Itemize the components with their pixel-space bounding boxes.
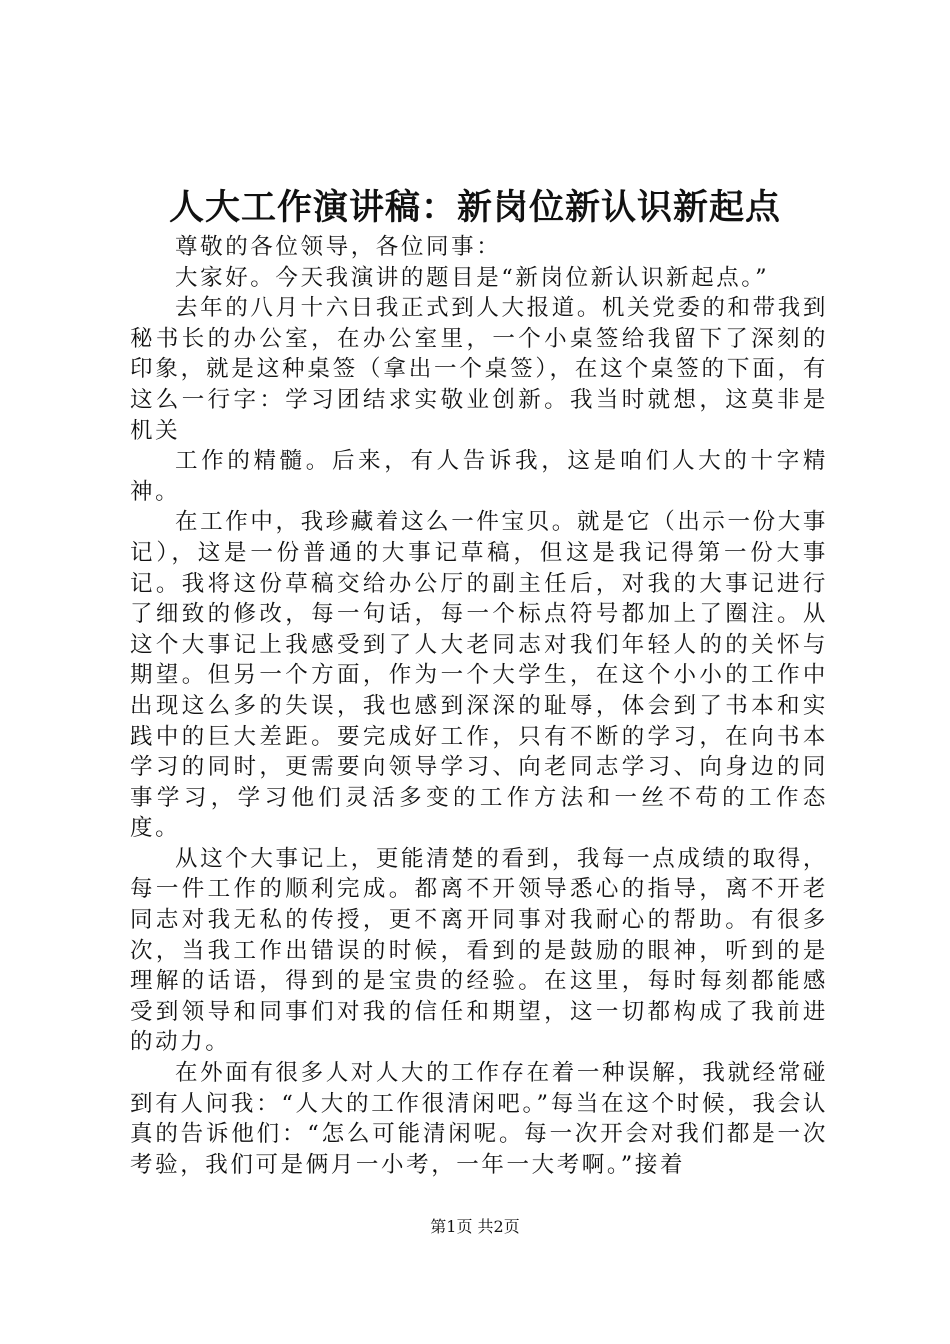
- salutation-paragraph: 尊敬的各位领导，各位同事：: [175, 234, 502, 260]
- document-body: [130, 232, 828, 1180]
- body-paragraph: 从这个大事记上，更能清楚的看到，我每一点成绩的取得，每一件工作的顺利完成。都离不开领导悉心的指导，离不开老同志对我无私的传授，更不离开同事对我耐心的帮助。有很多次，当我工作出错误的时候，看到的是鼓励的眼神，听到的是理解的话语，得到的是宝贵的经验。在这里，每时每刻都能感受到领导和同事们对我的信任和期望，这一切都构成了我前进的动力。: [130, 845, 828, 1056]
- body-paragraph: 去年的八月十六日我正式到人大报道。机关党委的和带我到秘书长的办公室，在办公室里，一个小桌签给我留下了深刻的印象，就是这种桌签（拿出一个桌签），在这个桌签的下面，有这么一行字：学习团结求实敬业创新。我当时就想，这莫非是机关: [130, 295, 828, 444]
- document-title: 人大工作演讲稿：新岗位新认识新起点: [168, 187, 781, 228]
- greeting-paragraph: 大家好。今天我演讲的题目是“新岗位新认识新起点。”: [175, 264, 770, 291]
- page-number-footer: 第1页 共2页: [430, 1217, 520, 1236]
- body-paragraph: 在工作中，我珍藏着这么一件宝贝。就是它（出示一份大事记），这是一份普通的大事记草稿，但这是我记得第一份大事记。我将这份草稿交给办公厅的副主任后，对我的大事记进行了细致的修改，每一句话，每一个标点符号都加上了圈注。从这个大事记上我感受到了人大老同志对我们年轻人的的关怀与期望。但另一个方面，作为一个大学生，在这个小小的工作中出现这么多的失误，我也感到深深的耻辱，体会到了书本和实践中的巨大差距。要完成好工作，只有不断的学习，在向书本学习的同时，更需要向领导学习、向老同志学习、向身边的同事学习，学习他们灵活多变的工作方法和一丝不苟的工作态度。: [130, 509, 828, 842]
- body-paragraph: 工作的精髓。后来，有人告诉我，这是咱们人大的十字精神。: [130, 448, 828, 505]
- body-paragraph: 在外面有很多人对人大的工作存在着一种误解，我就经常碰到有人问我：“人大的工作很清闲吧。”每当在这个时候，我会认真的告诉他们：“怎么可能清闲呢。每一次开会对我们都是一次考验，我们可是俩月一小考，一年一大考啊。”接着: [130, 1060, 828, 1178]
